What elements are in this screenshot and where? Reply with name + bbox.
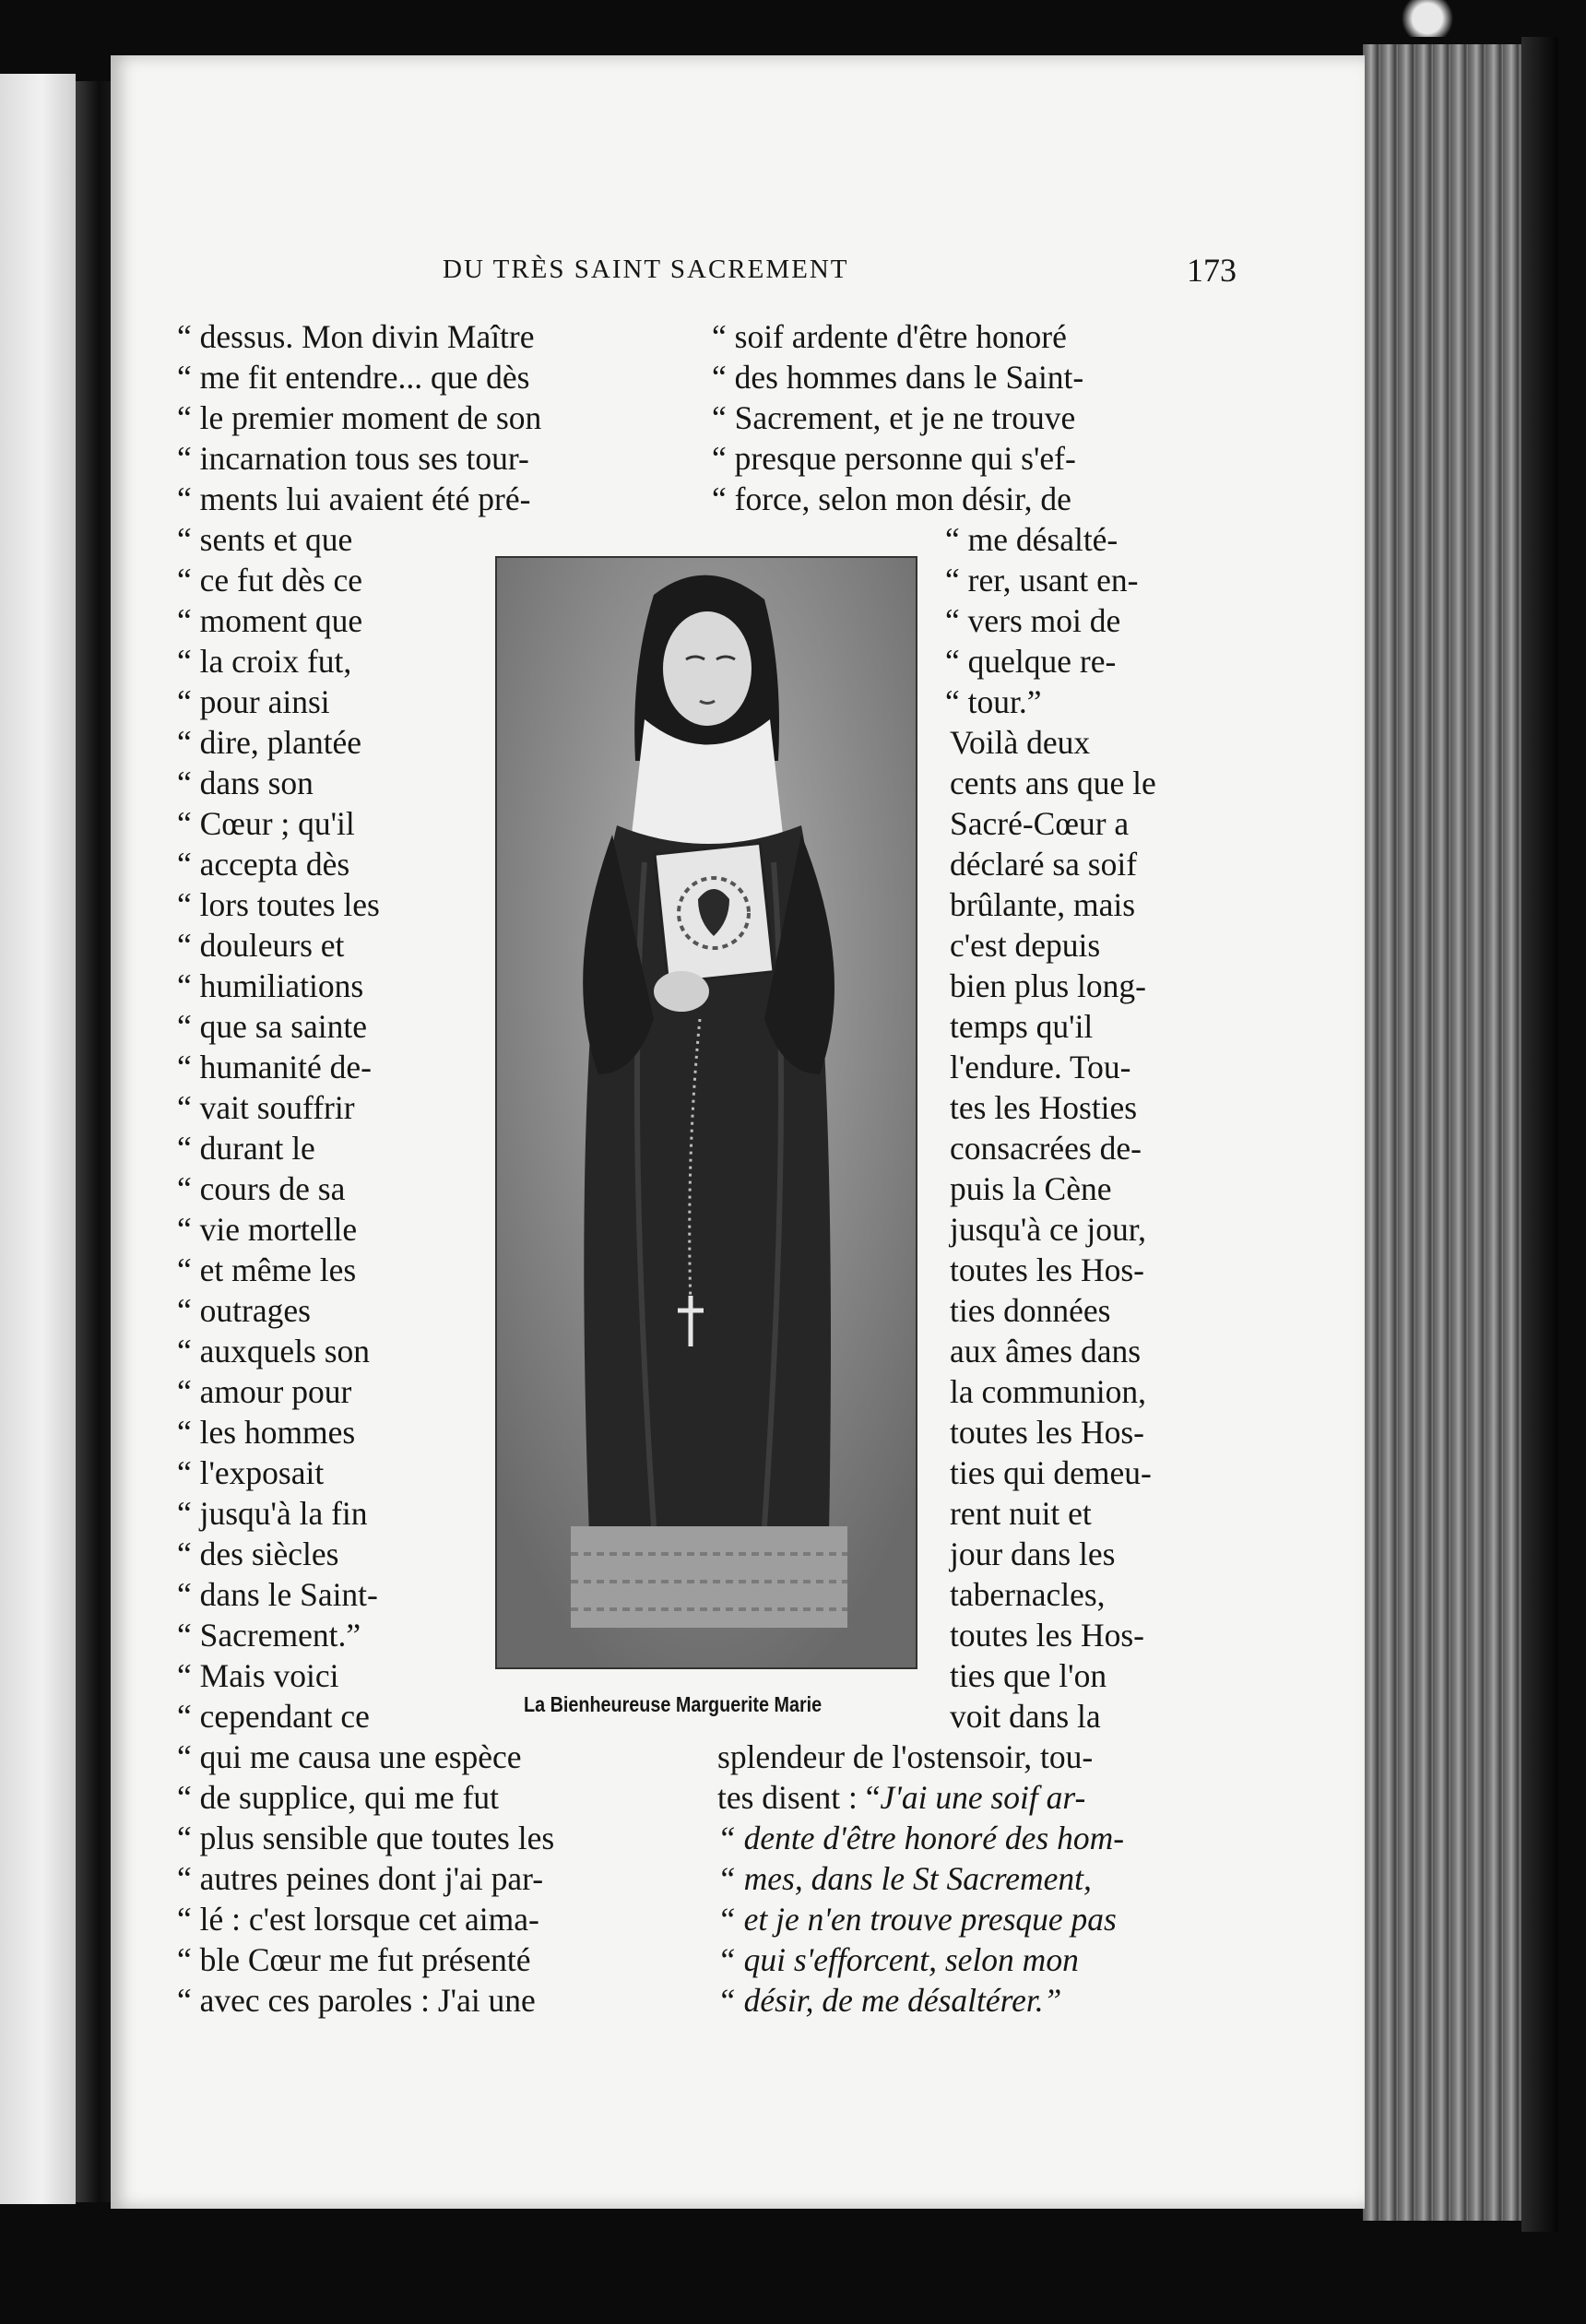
text-line: “ vers moi de: [945, 602, 1121, 639]
text-line: “ dans le Saint-: [177, 1576, 378, 1613]
text-line: “ accepta dès: [177, 846, 350, 883]
text-line: “ des hommes dans le Saint-: [712, 359, 1084, 396]
text-line: “ l'exposait: [177, 1454, 325, 1491]
text-line: Voilà deux: [950, 724, 1091, 761]
text-line: “ incarnation tous ses tour-: [177, 440, 529, 477]
text-line: “ moment que: [177, 602, 363, 639]
text-line: “ qui s'efforcent, selon mon: [717, 1941, 1079, 1978]
page-number: 173: [1187, 252, 1237, 289]
text-line: “ amour pour: [177, 1373, 352, 1410]
text-line: “ mes, dans le St Sacrement,: [717, 1860, 1092, 1897]
text-line: “ me désalté-: [945, 521, 1118, 558]
running-title: DU TRÈS SAINT SACREMENT: [443, 255, 849, 284]
italic-quote-start: J'ai une soif ar-: [880, 1779, 1086, 1816]
book-gutter: [76, 81, 114, 2202]
text-line: tabernacles,: [950, 1576, 1106, 1613]
text-line: “ de supplice, qui me fut: [177, 1779, 499, 1816]
text-line: “ qui me causa une espèce: [177, 1738, 522, 1775]
text-line: toutes les Hos-: [950, 1414, 1145, 1451]
text-line: “ des siècles: [177, 1536, 339, 1572]
text-line: “ quelque re-: [945, 643, 1117, 680]
text-line: c'est depuis: [950, 927, 1101, 964]
text-line: “ lors toutes les: [177, 886, 380, 923]
text-line: cents ans que le: [950, 765, 1156, 801]
text-line: “ dessus. Mon divin Maître: [177, 318, 535, 355]
text-line: “ ments lui avaient été pré-: [177, 480, 531, 517]
page-stack-edge: [1363, 44, 1521, 2221]
text-line: “ le premier moment de son: [177, 399, 542, 436]
text-line: “ ble Cœur me fut présenté: [177, 1941, 531, 1978]
text-line: toutes les Hos-: [950, 1617, 1145, 1654]
text-line: “ outrages: [177, 1292, 311, 1329]
text-line: tes disent : “J'ai une soif ar-: [717, 1779, 1086, 1816]
text-line: l'endure. Tou-: [950, 1049, 1131, 1085]
text-line: “ vait souffrir: [177, 1089, 355, 1126]
text-line: jour dans les: [950, 1536, 1116, 1572]
figure-photo: [495, 556, 917, 1669]
text-line: “ presque personne qui s'ef-: [712, 440, 1076, 477]
text-line: “ avec ces paroles : J'ai une: [177, 1982, 536, 2019]
text-line: “ et je n'en trouve presque pas: [717, 1901, 1117, 1938]
text-line: rent nuit et: [950, 1495, 1092, 1532]
text-line: “ ce fut dès ce: [177, 562, 363, 599]
text-line: bien plus long-: [950, 967, 1146, 1004]
text-line: ties que l'on: [950, 1657, 1107, 1694]
text-line: “ Sacrement, et je ne trouve: [712, 399, 1076, 436]
text-line: “ durant le: [177, 1130, 315, 1167]
text-line: “ me fit entendre... que dès: [177, 359, 530, 396]
text-line: “ plus sensible que toutes les: [177, 1820, 555, 1856]
text-line: la communion,: [950, 1373, 1146, 1410]
text-line: ties données: [950, 1292, 1111, 1329]
text-line: aux âmes dans: [950, 1333, 1142, 1370]
text-line: “ rer, usant en-: [945, 562, 1139, 599]
text-line: “ cependant ce: [177, 1698, 370, 1735]
text-line: “ douleurs et: [177, 927, 345, 964]
text-line: toutes les Hos-: [950, 1251, 1145, 1288]
text-line: “ humanité de-: [177, 1049, 372, 1085]
previous-page-edge: [0, 74, 76, 2204]
figure-caption: La Bienheureuse Marguerite Marie: [524, 1692, 823, 1716]
text-line: “ Sacrement.”: [177, 1617, 361, 1654]
text-line: ties qui demeu-: [950, 1454, 1152, 1491]
text-line: splendeur de l'ostensoir, tou-: [717, 1738, 1094, 1775]
text-line: “ désir, de me désaltérer.”: [717, 1982, 1062, 2019]
text-line: “ tour.”: [945, 683, 1042, 720]
nun-statue-illustration: [497, 558, 916, 1667]
text-line: “ sents et que: [177, 521, 353, 558]
text-line: puis la Cène: [950, 1170, 1112, 1207]
text-line: “ dans son: [177, 765, 314, 801]
text-line: “ soif ardente d'être honoré: [712, 318, 1067, 355]
text-line: “ Mais voici: [177, 1657, 339, 1694]
text-line: “ vie mortelle: [177, 1211, 358, 1248]
text-line: “ lé : c'est lorsque cet aima-: [177, 1901, 539, 1938]
scan-speck: [1402, 0, 1466, 37]
text-line: “ que sa sainte: [177, 1008, 368, 1045]
text-line: “ et même les: [177, 1251, 357, 1288]
text-line: “ cours de sa: [177, 1170, 346, 1207]
text-line: brûlante, mais: [950, 886, 1136, 923]
text-line: “ la croix fut,: [177, 643, 352, 680]
text-line: “ autres peines dont j'ai par-: [177, 1860, 544, 1897]
text-line: tes les Hosties: [950, 1089, 1138, 1126]
text-line: jusqu'à ce jour,: [950, 1211, 1146, 1248]
text-line: “ Cœur ; qu'il: [177, 805, 355, 842]
text-line: déclaré sa soif: [950, 846, 1138, 883]
book-cover-edge: [1521, 37, 1558, 2232]
text-line: “ force, selon mon désir, de: [712, 480, 1071, 517]
text-line: “ les hommes: [177, 1414, 356, 1451]
text-line: “ dire, plantée: [177, 724, 362, 761]
text-line: “ pour ainsi: [177, 683, 330, 720]
text-line: “ dente d'être honoré des hom-: [717, 1820, 1125, 1856]
text-line: “ jusqu'à la fin: [177, 1495, 368, 1532]
text-line: “ humiliations: [177, 967, 364, 1004]
text-line: Sacré-Cœur a: [950, 805, 1130, 842]
text-line: temps qu'il: [950, 1008, 1094, 1045]
text-line: consacrées de-: [950, 1130, 1142, 1167]
text-line: “ auxquels son: [177, 1333, 371, 1370]
text-line: voit dans la: [950, 1698, 1101, 1735]
